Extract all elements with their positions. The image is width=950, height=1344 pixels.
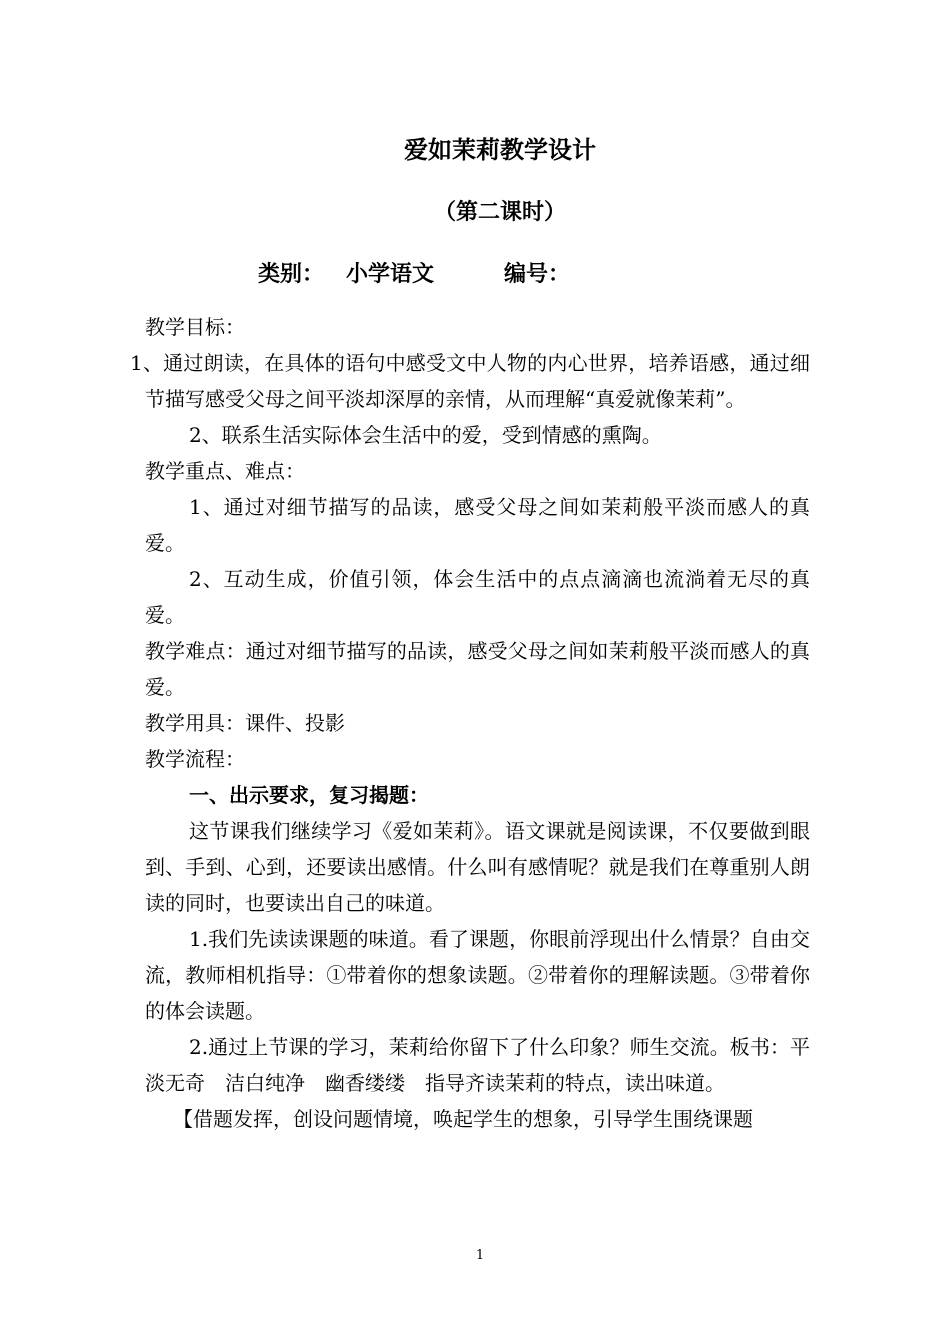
key-point-1: 1、通过对细节描写的品读，感受父母之间如茉莉般平淡而感人的真爱。 — [145, 495, 810, 555]
goal-item-2: 2、联系生活实际体会生活中的爱，受到情感的熏陶。 — [189, 423, 662, 447]
tools-paragraph: 教学用具：课件、投影 — [145, 711, 345, 735]
process-step-2: 2.通过上节课的学习，茉莉给你留下了什么印象？师生交流。板书：平淡无奇 洁白纯净 幽香缕缕 指导齐读茉莉的特点，读出味道。 — [145, 1035, 810, 1095]
section-heading-1: 一、出示要求，复习揭题： — [189, 783, 429, 807]
document-meta — [258, 257, 570, 293]
process-intro: 这节课我们继续学习《爱如茉莉》。语文课就是阅读课，不仅要做到眼到、手到、心到，还要读出感情。什么叫有感情呢？就是我们在尊重别人朗读的同时，也要读出自己的味道。 — [145, 819, 810, 915]
heading-key-points: 教学重点、难点： — [145, 459, 305, 483]
page-number: 1 — [475, 1248, 485, 1263]
process-step-1: 1.我们先读读课题的味道。看了课题，你眼前浮现出什么情景？自由交流，教师相机指导：①带着你的想象读题。②带着你的理解读题。③带着你的体会读题。 — [145, 927, 810, 1023]
document-title: 爱如茉莉教学设计 — [404, 136, 596, 164]
number-label: 编号： — [504, 262, 571, 287]
key-point-2: 2、互动生成，价值引领，体会生活中的点点滴滴也流淌着无尽的真爱。 — [145, 567, 810, 627]
category-label: 类别： — [258, 262, 325, 287]
heading-goals: 教学目标： — [145, 315, 245, 339]
difficulty-paragraph: 教学难点：通过对细节描写的品读，感受父母之间如茉莉般平淡而感人的真爱。 — [145, 639, 810, 699]
goal-item-1: 1、通过朗读，在具体的语句中感受文中人物的内心世界，培养语感，通过细节描写感受父母之间平淡却深厚的亲情，从而理解“真爱就像茉莉”。 — [130, 351, 810, 411]
heading-process: 教学流程： — [145, 747, 245, 771]
document-subtitle: （第二课时） — [433, 200, 566, 225]
document-body — [130, 309, 810, 1137]
bracket-note: 【借题发挥，创设问题情境，唤起学生的想象，引导学生围绕课题 — [173, 1107, 753, 1131]
category-value: 小学语文 — [346, 262, 435, 287]
